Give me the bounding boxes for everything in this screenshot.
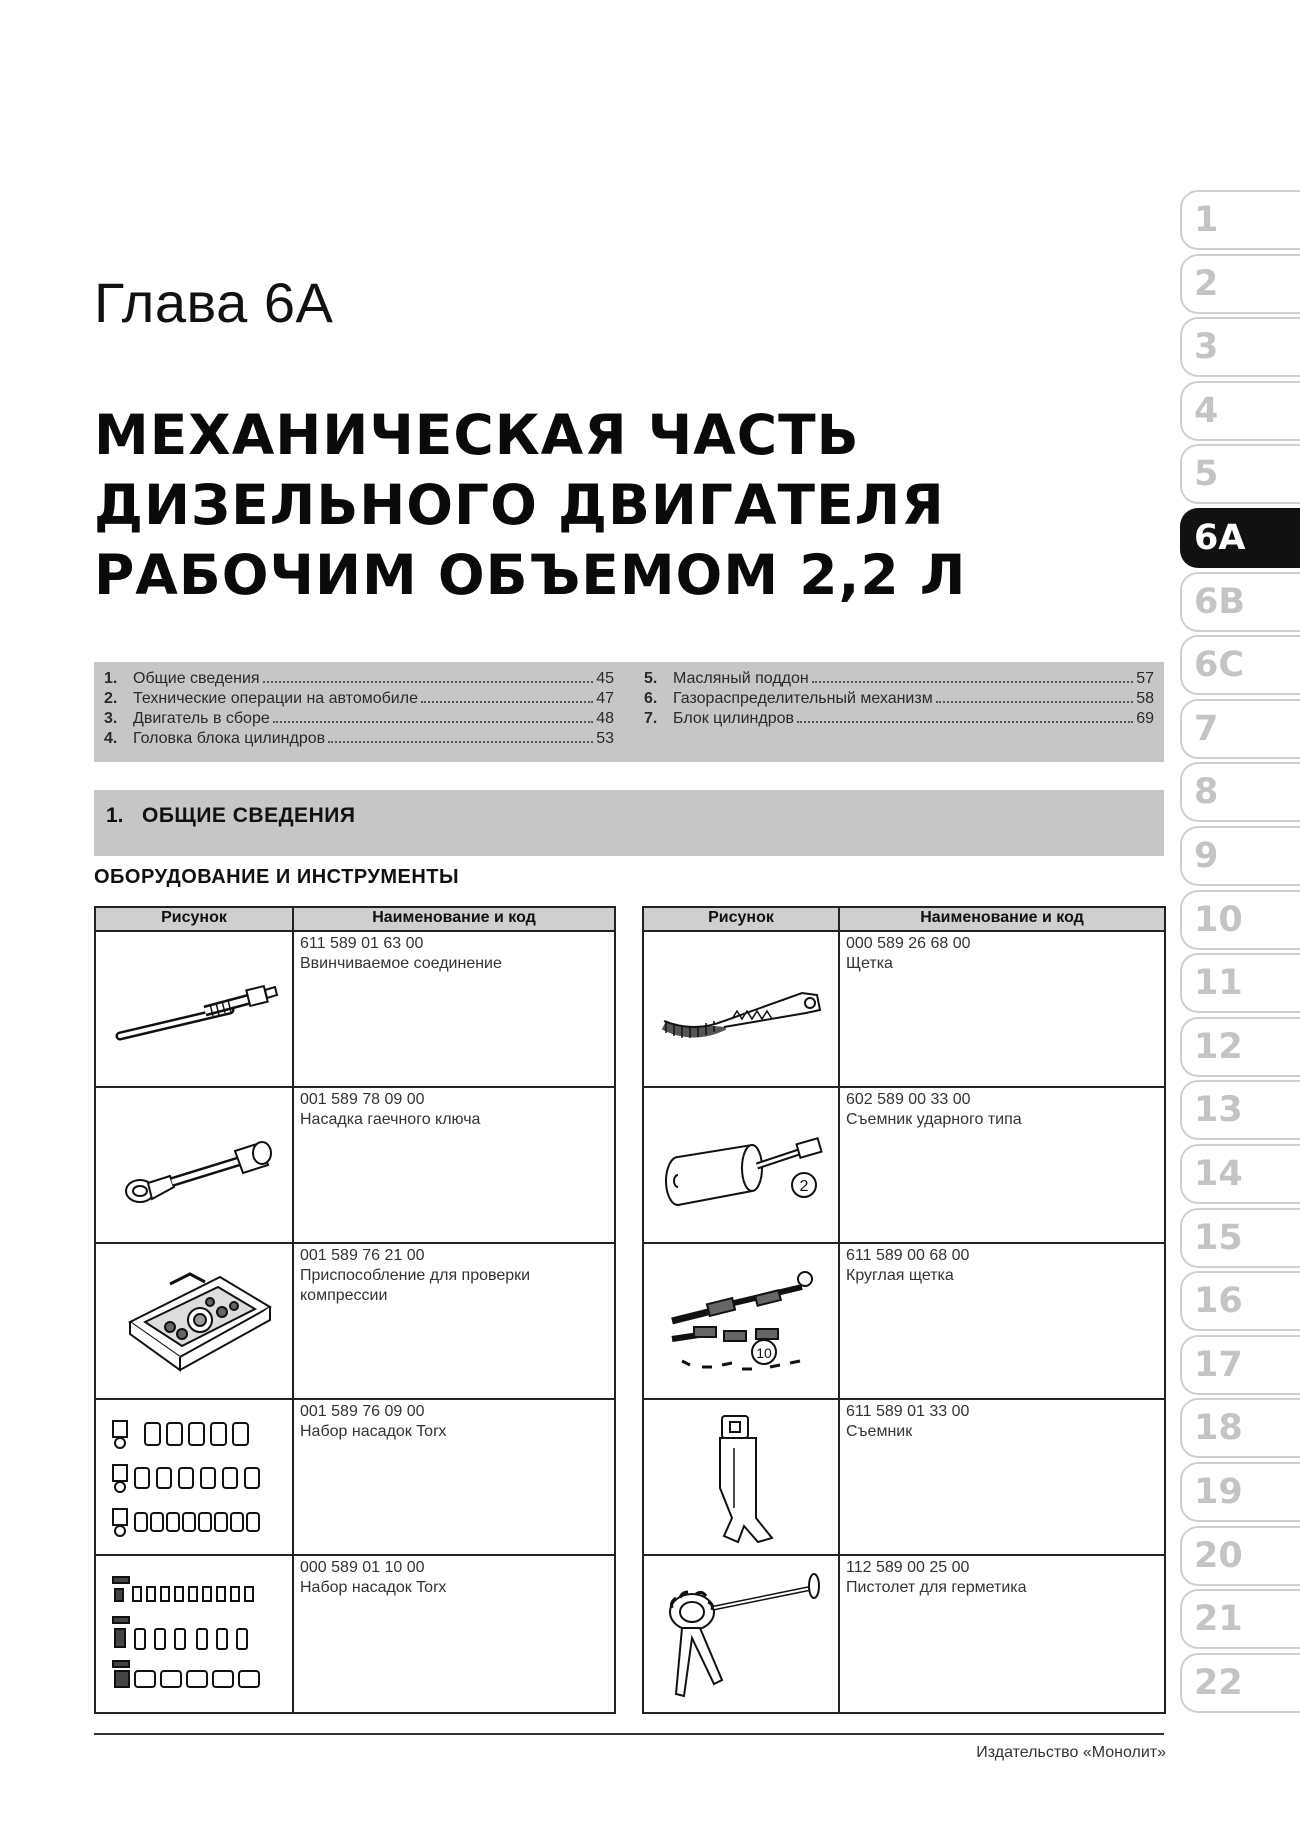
chapter-tab-10[interactable]: 10 xyxy=(1180,890,1300,950)
toc-leader-dots xyxy=(812,680,1133,683)
callout-number: 10 xyxy=(756,1345,772,1361)
toc-item-page: 69 xyxy=(1136,710,1154,727)
toc-item-label: Общие сведения xyxy=(133,670,260,687)
tool-code: 602 589 00 33 00 xyxy=(846,1091,971,1108)
tool-name: Набор насадок Torx xyxy=(300,1423,447,1440)
chapter-tab-1[interactable]: 1 xyxy=(1180,190,1300,250)
toc-leader-dots xyxy=(263,680,594,683)
toc-item[interactable] xyxy=(644,670,1154,690)
toc-leader-dots xyxy=(936,700,1134,703)
tool-code: 611 589 00 68 00 xyxy=(846,1247,970,1264)
toc-item-number: 2. xyxy=(104,690,118,707)
chapter-tab-2[interactable]: 2 xyxy=(1180,254,1300,314)
tool-code: 000 589 26 68 00 xyxy=(846,935,971,952)
section-header xyxy=(94,790,1164,856)
tool-code: 000 589 01 10 00 xyxy=(300,1559,425,1576)
threaded-connector-icon xyxy=(102,940,288,1080)
toc-item-number: 5. xyxy=(644,670,658,687)
chapter-tab-14[interactable]: 14 xyxy=(1180,1144,1300,1204)
chapter-tab-6с[interactable]: 6С xyxy=(1180,635,1300,695)
equipment-heading: ОБОРУДОВАНИЕ И ИНСТРУМЕНТЫ xyxy=(94,866,460,888)
chapter-tab-8[interactable]: 8 xyxy=(1180,762,1300,822)
toc-item[interactable] xyxy=(104,730,614,750)
toc-item-number: 3. xyxy=(104,710,118,727)
toc-item-label: Блок цилиндров xyxy=(673,710,795,727)
chapter-tab-21[interactable]: 21 xyxy=(1180,1589,1300,1649)
tool-info xyxy=(300,934,600,974)
table-row xyxy=(644,1556,1164,1710)
toc-item-label: Газораспределительный механизм xyxy=(673,690,933,707)
toc-leader-dots xyxy=(273,720,593,723)
chapter-label: Глава 6А xyxy=(94,271,334,334)
header-figure: Рисунок xyxy=(708,909,774,926)
chapter-tab-6а[interactable]: 6А xyxy=(1180,508,1300,568)
header-figure: Рисунок xyxy=(161,909,227,926)
chapter-tab-6в[interactable]: 6В xyxy=(1180,572,1300,632)
tool-name: Съемник ударного типа xyxy=(846,1111,1022,1128)
wire-brush-icon xyxy=(650,940,834,1080)
tool-info xyxy=(300,1558,600,1598)
tool-code: 001 589 76 21 00 xyxy=(300,1247,425,1264)
table-row xyxy=(644,932,1164,1088)
publisher-name: Издательство «Монолит» xyxy=(976,1744,1166,1761)
tool-name: Съемник xyxy=(846,1423,913,1440)
toc-column-right xyxy=(644,670,1154,730)
toc-item-page: 48 xyxy=(596,710,614,727)
chapter-tab-16[interactable]: 16 xyxy=(1180,1271,1300,1331)
compression-tester-case-icon xyxy=(102,1252,288,1392)
title-line: ДИЗЕЛЬНОГО ДВИГАТЕЛЯ xyxy=(94,473,945,537)
footer-rule xyxy=(94,1733,1164,1735)
chapter-tab-9[interactable]: 9 xyxy=(1180,826,1300,886)
tool-code: 611 589 01 33 00 xyxy=(846,1403,970,1420)
section-number: 1. xyxy=(106,804,124,827)
chapter-tab-3[interactable]: 3 xyxy=(1180,317,1300,377)
chapter-tab-17[interactable]: 17 xyxy=(1180,1335,1300,1395)
toc-item-page: 58 xyxy=(1136,690,1154,707)
title-line: РАБОЧИМ ОБЪЕМОМ 2,2 Л xyxy=(94,543,967,607)
toc-leader-dots xyxy=(328,740,593,743)
sealant-gun-icon xyxy=(650,1564,834,1704)
toc-leader-dots xyxy=(421,700,593,703)
toc-item-page: 45 xyxy=(596,670,614,687)
chapter-tab-22[interactable]: 22 xyxy=(1180,1653,1300,1713)
table-row xyxy=(644,1400,1164,1556)
toc-leader-dots xyxy=(797,720,1133,723)
tool-name: Пистолет для герметика xyxy=(846,1579,1027,1596)
toc-item-number: 1. xyxy=(104,670,118,687)
chapter-tab-12[interactable]: 12 xyxy=(1180,1017,1300,1077)
tool-info xyxy=(846,1246,1146,1286)
chapter-tab-13[interactable]: 13 xyxy=(1180,1080,1300,1140)
toc-column-left xyxy=(104,670,614,750)
round-brush-icon xyxy=(650,1252,834,1392)
chapter-tab-7[interactable]: 7 xyxy=(1180,699,1300,759)
table-row xyxy=(96,1556,614,1710)
puller-icon xyxy=(650,1408,834,1548)
tool-info xyxy=(846,1558,1146,1598)
table-row xyxy=(644,1088,1164,1244)
table-row xyxy=(96,932,614,1088)
table-row xyxy=(644,1244,1164,1400)
toc-item-number: 4. xyxy=(104,730,118,747)
table-header xyxy=(96,908,614,932)
section-title: ОБЩИЕ СВЕДЕНИЯ xyxy=(142,804,356,827)
toc-item[interactable] xyxy=(104,670,614,690)
table-row xyxy=(96,1244,614,1400)
toc-item-label: Масляный поддон xyxy=(673,670,809,687)
tool-info xyxy=(846,1402,1146,1442)
chapter-tab-15[interactable]: 15 xyxy=(1180,1208,1300,1268)
toc-item-label: Технические операции на автомобиле xyxy=(133,690,418,707)
tool-info xyxy=(300,1090,600,1130)
chapter-tab-11[interactable]: 11 xyxy=(1180,953,1300,1013)
toc-item[interactable] xyxy=(644,690,1154,710)
table-header xyxy=(644,908,1164,932)
toc-item-page: 53 xyxy=(596,730,614,747)
tool-name: Приспособление для проверки компрессии xyxy=(300,1267,531,1304)
toc-item-label: Двигатель в сборе xyxy=(133,710,270,727)
toc-item-page: 57 xyxy=(1136,670,1154,687)
tool-name: Набор насадок Torx xyxy=(300,1579,447,1596)
toc-item[interactable] xyxy=(104,710,614,730)
chapter-tab-19[interactable]: 19 xyxy=(1180,1462,1300,1522)
tool-name: Ввинчиваемое соединение xyxy=(300,955,502,972)
torx-socket-set-icon xyxy=(102,1564,288,1704)
tool-name: Насадка гаечного ключа xyxy=(300,1111,481,1128)
chapter-tab-18[interactable]: 18 xyxy=(1180,1398,1300,1458)
tool-info xyxy=(300,1246,600,1306)
tool-code: 611 589 01 63 00 xyxy=(300,935,424,952)
header-name-code: Наименование и код xyxy=(920,909,1084,926)
toc-item[interactable] xyxy=(104,690,614,710)
toc-item-number: 7. xyxy=(644,710,658,727)
torx-bit-set-icon xyxy=(102,1408,288,1548)
toc-item-label: Головка блока цилиндров xyxy=(133,730,326,747)
tools-table-left xyxy=(94,906,616,1714)
chapter-title xyxy=(94,400,1124,610)
chapter-tab-4[interactable]: 4 xyxy=(1180,381,1300,441)
table-row xyxy=(96,1400,614,1556)
toc-item-page: 47 xyxy=(596,690,614,707)
header-name-code: Наименование и код xyxy=(372,909,536,926)
title-line: МЕХАНИЧЕСКАЯ ЧАСТЬ xyxy=(94,403,860,467)
tool-info xyxy=(846,1090,1146,1130)
toc-item[interactable] xyxy=(644,710,1154,730)
tool-code: 112 589 00 25 00 xyxy=(846,1559,970,1576)
tool-code: 001 589 76 09 00 xyxy=(300,1403,425,1420)
slide-hammer-icon xyxy=(650,1096,834,1236)
tools-table-right xyxy=(642,906,1166,1714)
tool-name: Щетка xyxy=(846,955,893,972)
callout-number: 2 xyxy=(799,1178,809,1195)
tool-name: Круглая щетка xyxy=(846,1267,954,1284)
chapter-tab-20[interactable]: 20 xyxy=(1180,1526,1300,1586)
toc-item-number: 6. xyxy=(644,690,658,707)
tool-info xyxy=(300,1402,600,1442)
table-of-contents xyxy=(94,662,1164,762)
table-row xyxy=(96,1088,614,1244)
tool-code: 001 589 78 09 00 xyxy=(300,1091,425,1108)
chapter-tab-5[interactable]: 5 xyxy=(1180,444,1300,504)
wrench-socket-icon xyxy=(102,1096,288,1236)
tool-info xyxy=(846,934,1146,974)
